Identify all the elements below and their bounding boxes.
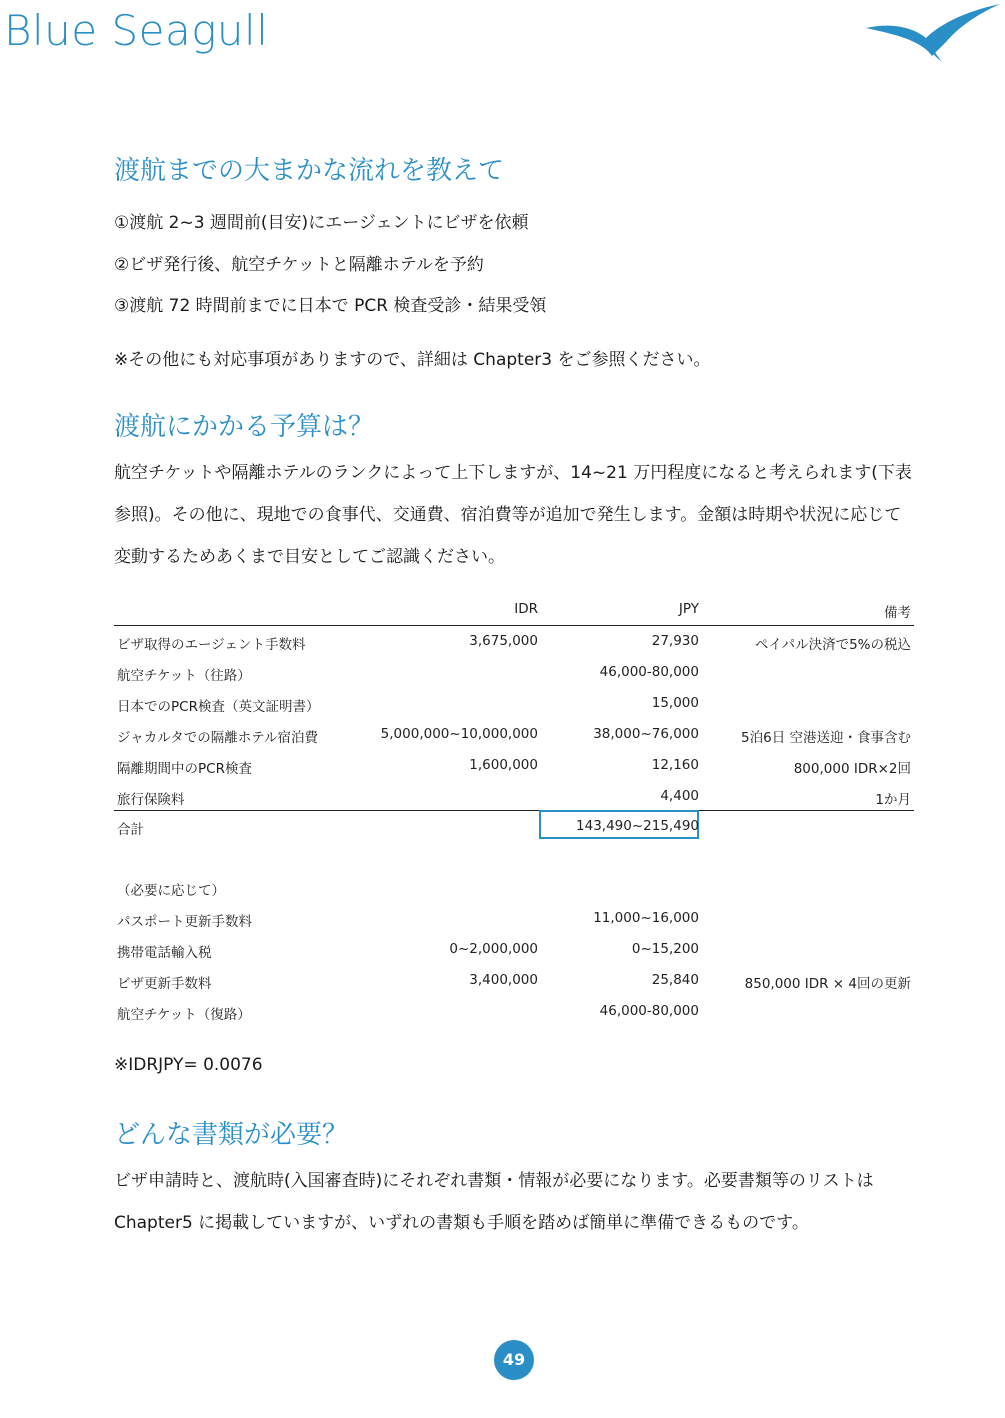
flow-step: ③渡航 72 時間前までに日本で PCR 検査受診・結果受領 — [114, 296, 547, 316]
table-row — [114, 996, 914, 1027]
cell-jpy: 4,400 — [660, 788, 699, 804]
optional-label-row — [114, 872, 914, 903]
table-header — [114, 594, 914, 625]
total-jpy: 143,490~215,490 — [576, 818, 699, 834]
cell-note: 1か月 — [875, 792, 911, 808]
page-number: 49 — [494, 1340, 534, 1380]
cell-item: 旅行保険料 — [117, 792, 185, 808]
table-header-notes: 備考 — [884, 605, 911, 621]
cell-jpy: 0~15,200 — [631, 941, 699, 957]
cell-note: ペイパル決済で5%の税込 — [754, 637, 911, 653]
flow-step: ①渡航 2~3 週間前(目安)にエージェントにビザを依頼 — [114, 213, 529, 233]
cell-item: ビザ更新手数料 — [117, 976, 212, 992]
table-row — [114, 934, 914, 965]
budget-paragraph: 航空チケットや隔離ホテルのランクによって上下しますが、14~21 万円程度になると考えられます(下表参照)。その他に、現地での食事代、交通費、宿泊費等が追加で発生します。金額は時期や状況に応じて変動するためあくまで目安としてご認識ください。 — [114, 463, 912, 567]
cell-item: 航空チケット（往路） — [117, 668, 251, 684]
cell-item: ジャカルタでの隔離ホテル宿泊費 — [117, 730, 319, 746]
documents-paragraph: ビザ申請時と、渡航時(入国審査時)にそれぞれ書類・情報が必要になります。必要書類等のリストは Chapter5 に掲載していますが、いずれの書類も手順を踏めば簡単に準備できるものです。 — [114, 1171, 874, 1233]
cell-jpy: 11,000~16,000 — [593, 910, 699, 926]
cell-idr: 3,400,000 — [469, 972, 538, 988]
brand-logo-text: Blue Seagull — [4, 6, 269, 55]
flow-step: ②ビザ発行後、航空チケットと隔離ホテルを予約 — [114, 255, 484, 275]
cell-jpy: 12,160 — [651, 757, 699, 773]
section-heading-budget: 渡航にかかる予算は？ — [114, 412, 375, 442]
cell-item: 携帯電話輸入税 — [117, 945, 212, 961]
cell-idr: 5,000,000~10,000,000 — [380, 726, 538, 742]
exchange-rate-note: ※IDRJPY= 0.0076 — [114, 1055, 263, 1075]
total-label: 合計 — [117, 822, 144, 838]
cell-item: ビザ取得のエージェント手数料 — [117, 637, 306, 653]
cell-item: パスポート更新手数料 — [117, 914, 252, 930]
section-heading-flow: 渡航までの大まかな流れを教えて — [114, 156, 505, 186]
cell-jpy: 27,930 — [651, 633, 699, 649]
cell-jpy: 15,000 — [651, 695, 699, 711]
cell-note: 800,000 IDR×2回 — [793, 761, 911, 777]
cell-note: 850,000 IDR × 4回の更新 — [744, 976, 911, 992]
cell-idr: 0~2,000,000 — [449, 941, 538, 957]
table-row — [114, 781, 914, 812]
section-heading-documents: どんな書類が必要？ — [114, 1120, 349, 1150]
table-row — [114, 657, 914, 688]
cell-jpy: 38,000~76,000 — [593, 726, 699, 742]
cell-note: 5泊6日 空港送迎・食事含む — [741, 730, 911, 746]
table-row — [114, 750, 914, 781]
cell-item: 日本でのPCR検査（英文証明書） — [117, 699, 320, 715]
cell-item: 隔離期間中のPCR検査 — [117, 761, 252, 777]
cell-item: 航空チケット（復路） — [117, 1007, 251, 1023]
cell-idr: 3,675,000 — [469, 633, 538, 649]
table-header-idr: IDR — [514, 601, 538, 617]
table-row — [114, 965, 914, 996]
cell-idr: 1,600,000 — [469, 757, 538, 773]
optional-label: （必要に応じて） — [117, 883, 225, 899]
flow-note: ※その他にも対応事項がありますので、詳細は Chapter3 をご参照ください。 — [114, 350, 711, 370]
cell-jpy: 46,000-80,000 — [599, 664, 699, 680]
table-row — [114, 688, 914, 719]
table-total-row — [114, 811, 914, 842]
cell-jpy: 46,000-80,000 — [599, 1003, 699, 1019]
table-row — [114, 903, 914, 934]
table-row — [114, 719, 914, 750]
seagull-icon — [862, 2, 1002, 64]
table-row — [114, 626, 914, 657]
table-header-jpy: JPY — [678, 601, 699, 617]
cell-jpy: 25,840 — [651, 972, 699, 988]
